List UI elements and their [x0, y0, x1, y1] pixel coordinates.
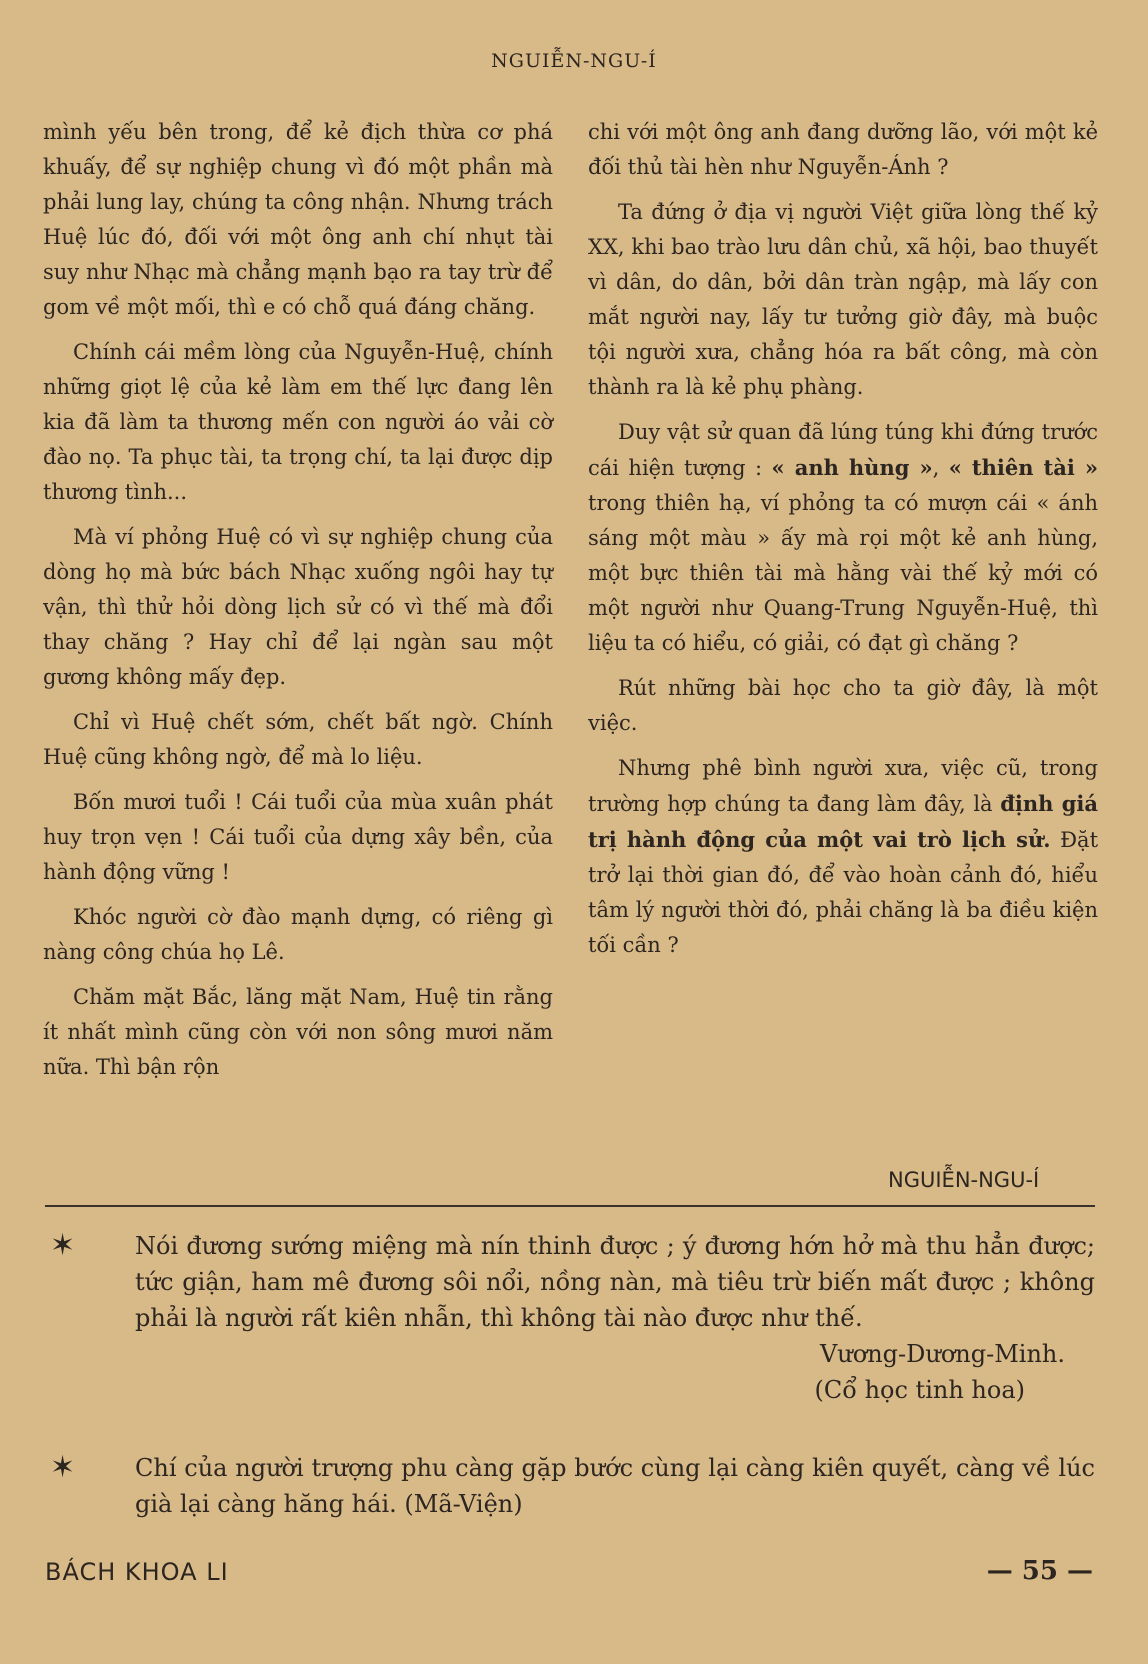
paragraph: Khóc người cờ đào mạnh dựng, có riêng gì nàng công chúa họ Lê.	[43, 905, 553, 964]
text-run: Nhưng phê bình người xưa, việc cũ, trong trường hợp chúng ta đang làm đây, là	[588, 756, 1098, 816]
page-number: — 55 —	[986, 1556, 1093, 1586]
quote-block	[45, 1228, 1095, 1408]
left-column	[43, 115, 553, 1095]
quote-text: Nói đương sướng miệng mà nín thinh được ; ý đương hớn hở mà thu hẳn được; tức giận, ham mê đương sôi nổi, nồng nàn, mà tiêu trừ biến mất được ; không phải là người rất kiên nhẫn, thì không tài nào được như thế.	[135, 1232, 1095, 1332]
quote-text: Chí của người trượng phu càng gặp bước cùng lại càng kiên quyết, càng về lúc già lại càng hăng hái. (Mã-Viện)	[135, 1454, 1095, 1518]
quote-block	[45, 1450, 1095, 1522]
text-run: ,	[932, 456, 949, 480]
quote-author: Vương-Dương-Minh.	[819, 1340, 1065, 1368]
text-run: Duy vật sử quan đã lúng túng khi đứng trước cái hiện tượng :	[588, 420, 1098, 480]
right-column	[588, 115, 1098, 973]
paragraph: Chính cái mềm lòng của Nguyễn-Huệ, chính những giọt lệ của kẻ làm em thế lực đang lên kia đã làm ta thương mến con người áo vải cờ đào nọ. Ta phục tài, ta trọng chí, ta lại được dịp thương tình...	[43, 340, 553, 504]
paragraph: Ta đứng ở địa vị người Việt giữa lòng thế kỷ XX, khi bao trào lưu dân chủ, xã hội, bao thuyết vì dân, do dân, bởi dân tràn ngập, mà lấy con mắt người nay, lấy tư tưởng giờ đây, mà buộc tội người xưa, chẳng hóa ra bất công, mà còn thành ra là kẻ phụ phàng.	[588, 200, 1098, 399]
emphasis: định giá trị hành động của một vai trò lịch sử.	[588, 791, 1098, 852]
paragraph: Rút những bài học cho ta giờ đây, là một việc.	[588, 676, 1098, 735]
divider	[45, 1205, 1095, 1207]
emphasis: « anh hùng »	[771, 455, 933, 480]
star-icon: ✶	[50, 1450, 76, 1485]
paragraph: mình yếu bên trong, để kẻ địch thừa cơ phá khuấy, để sự nghiệp chung vì đó một phần mà phải lung lay, chúng ta công nhận. Nhưng trách Huệ lúc đó, đối với một ông anh chí nhụt tài suy như Nhạc mà chẳng mạnh bạo ra tay trừ để gom về một mối, thì e có chỗ quá đáng chăng.	[43, 120, 553, 319]
text-run: trong thiên hạ, ví phỏng ta có mượn cái « ánh sáng một màu » ấy mà rọi một kẻ anh hùng, một bực thiên tài mà hằng vài thế kỷ mới có một người như Quang-Trung Nguyễn-Huệ, thì liệu ta có hiểu, có giải, có đạt gì chăng ?	[588, 491, 1098, 655]
paragraph: Chỉ vì Huệ chết sớm, chết bất ngờ. Chính Huệ cũng không ngờ, để mà lo liệu.	[43, 710, 553, 769]
paragraph	[588, 415, 1098, 661]
paragraph: chi với một ông anh đang dưỡng lão, với một kẻ đối thủ tài hèn như Nguyễn-Ánh ?	[588, 120, 1098, 179]
author-signature: NGUIỄN-NGU-Í	[888, 1168, 1040, 1192]
emphasis: « thiên tài »	[948, 455, 1098, 480]
quote-source: (Cổ học tinh hoa)	[814, 1376, 1025, 1404]
paragraph: Bốn mươi tuổi ! Cái tuổi của mùa xuân phát huy trọn vẹn ! Cái tuổi của dựng xây bền, của hành động vững !	[43, 790, 553, 884]
paragraph: Chăm mặt Bắc, lăng mặt Nam, Huệ tin rằng ít nhất mình cũng còn với non sông mươi năm nữa. Thì bận rộn	[43, 985, 553, 1079]
text-run: Đặt trở lại thời gian đó, để vào hoàn cảnh đó, hiểu tâm lý người thời đó, phải chăng là ba điều kiện tối cần ?	[588, 828, 1099, 957]
running-header: NGUIỄN-NGU-Í	[491, 50, 657, 72]
publication-name: BÁCH KHOA LI	[45, 1558, 229, 1586]
paragraph	[588, 751, 1098, 963]
paragraph: Mà ví phỏng Huệ có vì sự nghiệp chung của dòng họ mà bức bách Nhạc xuống ngôi hay tự vận, thì thử hỏi dòng lịch sử có vì thế mà đổi thay chăng ? Hay chỉ để lại ngàn sau một gương không mấy đẹp.	[43, 525, 553, 689]
star-icon: ✶	[50, 1228, 76, 1263]
